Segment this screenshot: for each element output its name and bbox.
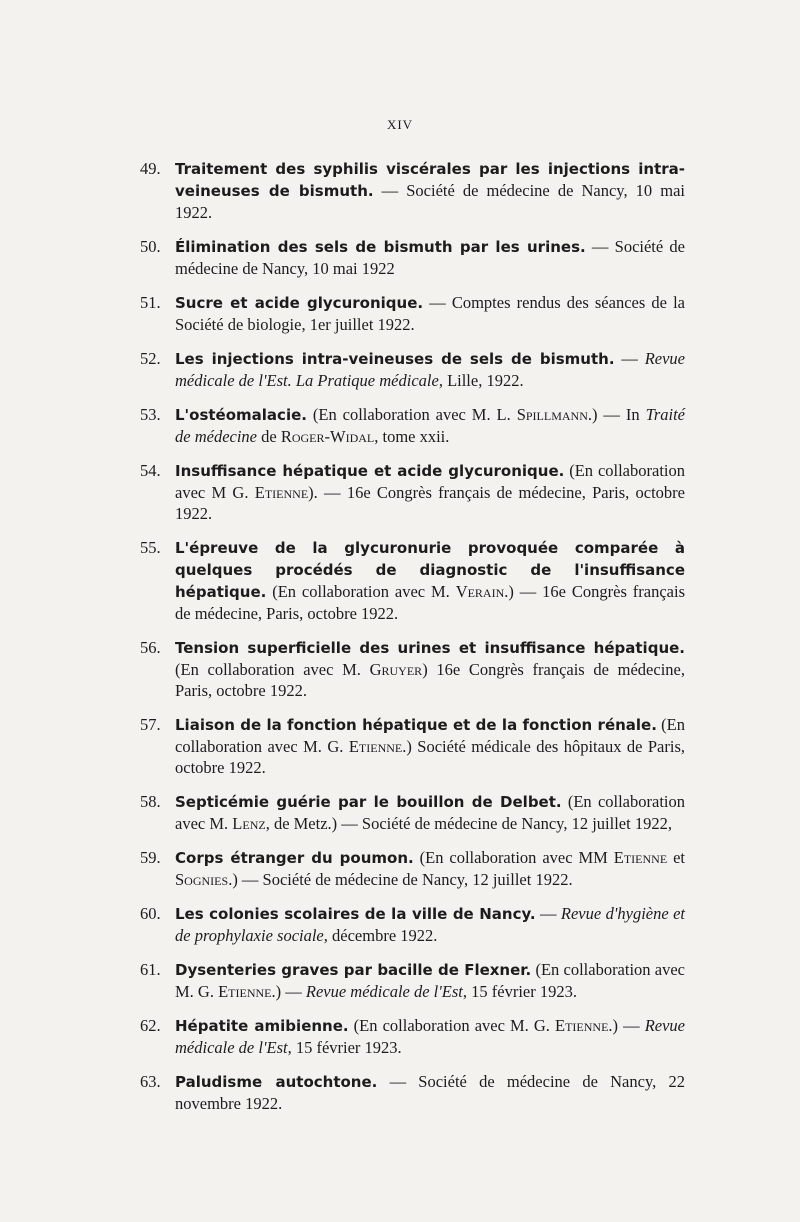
page-number: XIV — [386, 117, 414, 132]
entry-title: Septicémie guérie par le bouillon de Delbet. — [175, 793, 562, 811]
entry-source: (En collaboration avec M. L. — [306, 405, 517, 424]
entry-number: 60. — [140, 904, 161, 923]
entry-source: (En collaboration avec MM — [413, 848, 614, 867]
entry-source: .) — — [271, 982, 306, 1001]
entry-number: 57. — [140, 715, 161, 734]
list-item — [140, 537, 685, 624]
entry-title: Liaison de la fonction hépatique et de la fonction rénale. — [175, 716, 657, 734]
entry-source: (En collaboration avec M. G. — [175, 715, 685, 756]
entry-title: Les colonies scolaires de la ville de Nancy. — [175, 905, 536, 923]
entry-source: , 15 février 1923. — [462, 982, 577, 1001]
journal-name: Traité de médecine — [175, 405, 685, 446]
entry-title: L'épreuve de la glycuronurie provoquée comparée à quelques procédés de diagnostic de l'insuffisance hépatique. — [175, 539, 685, 601]
entry-title: Hépatite amibienne. — [175, 1017, 349, 1035]
entry-title: Insuffisance hépatique et acide glycuronique. — [175, 462, 565, 480]
collaborator-name: Etienne — [254, 483, 309, 502]
entry-source: (En collaboration avec M. — [266, 582, 456, 601]
collaborator-name: Sognies — [175, 870, 229, 889]
entry-source: ) 16e Congrès français de médecine, Paris, octobre 1922. — [175, 660, 685, 700]
list-item — [140, 791, 685, 834]
list-item — [140, 903, 685, 946]
entry-source: — Société de médecine de Nancy, 22 novembre 1922. — [175, 1072, 685, 1113]
entry-number: 56. — [140, 638, 161, 657]
list-item — [140, 1071, 685, 1114]
list-item — [140, 714, 685, 778]
entry-source: .) — 16e Congrès français de médecine, Paris, octobre 1922. — [175, 582, 685, 623]
list-item — [140, 404, 685, 447]
list-item — [140, 158, 685, 223]
entry-number: 51. — [140, 293, 161, 312]
collaborator-name: Etienne — [613, 848, 668, 867]
entry-source: — — [535, 904, 561, 923]
entry-source: .) Société médicale des hôpitaux de Paris, octobre 1922. — [175, 737, 686, 777]
entry-title: Paludisme autochtone. — [175, 1073, 378, 1091]
entry-source: , tome xxii. — [374, 427, 450, 446]
entry-number: 55. — [140, 538, 161, 557]
entry-source: , décembre 1922. — [323, 926, 438, 945]
publication-list — [140, 158, 685, 1127]
entry-source: ). — 16e Congrès français de médecine, Paris, octobre 1922. — [175, 483, 685, 523]
collaborator-name: Gruyer — [369, 660, 423, 679]
journal-name: Revue médicale de l'Est. La Pratique médicale — [175, 349, 686, 390]
list-item — [140, 847, 685, 890]
entry-source: .) — Société de médecine de Nancy, 12 juillet 1922. — [228, 870, 573, 889]
collaborator-name: Etienne — [348, 737, 403, 756]
collaborator-name: Spillmann — [516, 405, 588, 424]
editor-name: Roger-Widal — [280, 427, 375, 446]
entry-source: , Lille, 1922. — [438, 371, 524, 390]
entry-number: 63. — [140, 1072, 161, 1091]
entry-number: 61. — [140, 960, 161, 979]
journal-name: Revue d'hygiène et de prophylaxie sociale — [175, 904, 685, 945]
entry-source: (En collaboration avec M. G. — [348, 1016, 555, 1035]
entry-source: (En collaboration avec M. G. — [175, 960, 685, 1001]
entry-number: 62. — [140, 1016, 161, 1035]
entry-number: 58. — [140, 792, 161, 811]
entry-number: 49. — [140, 159, 161, 178]
list-item — [140, 292, 685, 335]
journal-name: Revue médicale de l'Est — [175, 1016, 685, 1057]
entry-source: (En collaboration avec M. — [175, 792, 685, 833]
entry-number: 50. — [140, 237, 161, 256]
entry-title: Corps étranger du poumon. — [175, 849, 414, 867]
entry-title: Sucre et acide glycuronique. — [175, 294, 424, 312]
entry-title: Tension superficielle des urines et insuffisance hépatique. — [175, 639, 685, 657]
collaborator-name: Etienne — [218, 982, 272, 1001]
journal-name: Revue médicale de l'Est — [305, 982, 463, 1001]
list-item — [140, 959, 685, 1002]
entry-number: 53. — [140, 405, 161, 424]
entry-source: — Comptes rendus des séances de la Société de biologie, 1er juillet 1922. — [175, 293, 685, 334]
entry-title: Les injections intra-veineuses de sels de bismuth. — [175, 350, 615, 368]
entry-number: 52. — [140, 349, 161, 368]
entry-source: (En collaboration avec M. — [175, 660, 370, 679]
entry-source: — Société de médecine de Nancy, 10 mai 1922. — [175, 181, 685, 222]
entry-source: , 15 février 1923. — [287, 1038, 402, 1057]
entry-source: .) — In — [587, 405, 646, 424]
entry-title: Traitement des syphilis viscérales par les injections intra-veineuses de bismuth. — [175, 160, 685, 200]
entry-source: (En collaboration avec M G. — [175, 461, 685, 502]
list-item — [140, 348, 685, 391]
collaborator-name: Etienne — [555, 1016, 609, 1035]
entry-source: , de Metz.) — Société de médecine de Nancy, 12 juillet 1922, — [265, 814, 672, 833]
entry-number: 59. — [140, 848, 161, 867]
entry-title: L'ostéomalacie. — [175, 406, 307, 424]
entry-source: de — [257, 427, 281, 446]
entry-source: et — [667, 848, 685, 867]
collaborator-name: Lenz — [232, 814, 266, 833]
list-item — [140, 460, 685, 524]
collaborator-name: Verain — [455, 582, 505, 601]
list-item — [140, 1015, 685, 1058]
list-item — [140, 637, 685, 701]
entry-number: 54. — [140, 461, 161, 480]
entry-title: Dysenteries graves par bacille de Flexner. — [175, 961, 532, 979]
entry-source: — Société de médecine de Nancy, 10 mai 1922 — [175, 237, 685, 278]
entry-title: Élimination des sels de bismuth par les urines. — [175, 238, 586, 256]
entry-source: — — [614, 349, 645, 368]
entry-source: .) — — [608, 1016, 645, 1035]
list-item — [140, 236, 685, 279]
